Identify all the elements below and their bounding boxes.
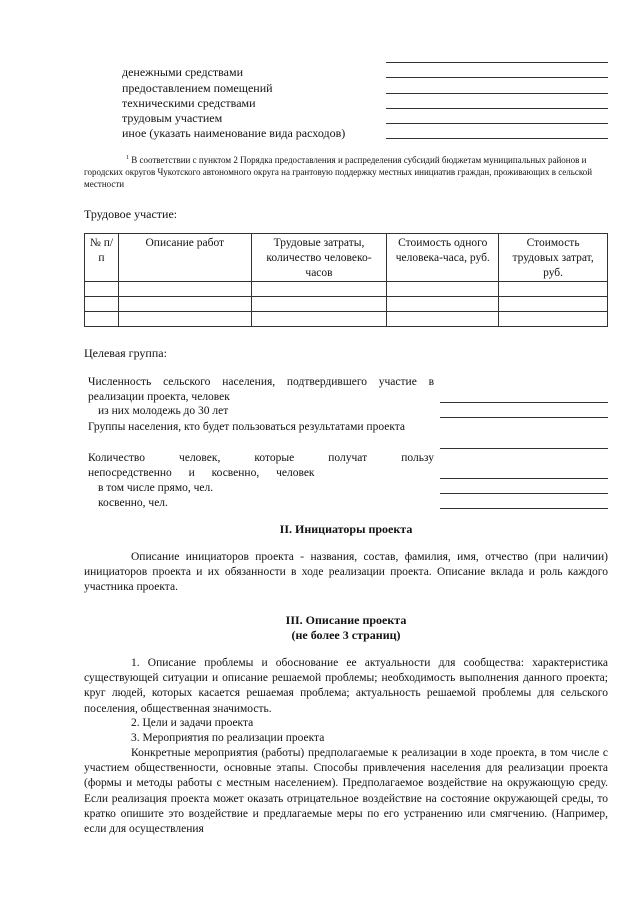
section-item: 1. Описание проблемы и обоснование ее актуальности для сообщества: характеристика существующей ситуации и описание решаемой проблемы; необходимость выполнения данного проекта; круг людей, которых касается решаемая проблема; актуальность решаемой проблемы для сельского поселения, общественная значимость. (84, 657, 608, 715)
expense-item: предоставлением помещений (122, 81, 273, 95)
section-body: Описание инициаторов проекта - названия, состав, фамилия, имя, отчество (при наличии) инициаторов проекта и их обязанности в ходе реализации проекта. Описание вклада и роль каждого участника проекта. (84, 551, 608, 594)
section-subtitle: (не более 3 страниц) (291, 628, 401, 642)
footnote-text: В соответствии с пунктом 2 Порядка предоставления и распределения субсидий бюджетам муниципальных районов и городских округов Чукотского автономного округа на грантовую поддержку местных инициатив граждан, проживающих в сельской местности (84, 155, 593, 189)
table-cell[interactable] (85, 282, 119, 297)
footnote-marker: 1 (126, 155, 129, 161)
section-item: 2. Цели и задачи проекта (131, 717, 254, 729)
labor-table (84, 233, 608, 327)
fill-line (386, 62, 608, 63)
column-header: Стоимость трудовых затрат, руб. (499, 234, 608, 282)
table-cell[interactable] (85, 312, 119, 327)
fill-line (440, 417, 608, 418)
fill-line (386, 108, 608, 109)
table-row (85, 282, 608, 297)
expense-item: денежными средствами (122, 65, 243, 79)
target-group-row: косвенно, чел. (98, 497, 168, 509)
table-cell[interactable] (387, 312, 499, 327)
fill-line (440, 508, 608, 509)
labor-heading: Трудовое участие: (84, 207, 178, 221)
table-cell[interactable] (499, 282, 608, 297)
footnote (84, 152, 608, 190)
column-header: Стоимость одного человека-часа, руб. (387, 234, 499, 282)
target-group-row: Количество человек, которые получат пользу непосредственно и косвенно, человек (88, 452, 434, 479)
table-cell[interactable] (251, 282, 387, 297)
table-cell[interactable] (85, 297, 119, 312)
table-cell[interactable] (387, 282, 499, 297)
table-cell[interactable] (118, 297, 251, 312)
fill-line (386, 93, 608, 94)
fill-line (440, 402, 608, 403)
fill-line (440, 493, 608, 494)
target-group-heading: Целевая группа: (84, 346, 167, 360)
table-cell[interactable] (499, 312, 608, 327)
fill-line (386, 77, 608, 78)
section-item: 3. Мероприятия по реализации проекта (131, 732, 325, 744)
column-header: Трудовые затраты, количество человеко-часов (251, 234, 387, 282)
target-group-row: в том числе прямо, чел. (98, 482, 214, 494)
fill-line (440, 478, 608, 479)
table-header-row (85, 234, 608, 282)
section-body: Конкретные мероприятия (работы) предполагаемые к реализации в ходе проекта, в том числе с участием общественности, основные этапы. Способы привлечения населения для реализации проекта (формы и методы работы с местным населением). Предполагаемое воздействие на окружающую среду. Если реализация проекта может оказать отрицательное воздействие на состояние окружающей среды, то кратко опишите это воздействие и предлагаемые меры по его устранению или смягчению. (Например, если для осуществления (84, 747, 608, 836)
expense-item: трудовым участием (122, 111, 223, 125)
expense-item: техническими средствами (122, 96, 256, 110)
table-cell[interactable] (251, 312, 387, 327)
column-header: № п/п (85, 234, 119, 282)
table-cell[interactable] (499, 297, 608, 312)
fill-line (440, 448, 608, 449)
table-cell[interactable] (251, 297, 387, 312)
expense-item: иное (указать наименование вида расходов) (122, 126, 346, 140)
table-cell[interactable] (387, 297, 499, 312)
table-row (85, 312, 608, 327)
fill-line (386, 123, 608, 124)
section-title: II. Инициаторы проекта (279, 522, 413, 536)
target-group-row: Группы населения, кто будет пользоваться результатами проекта (88, 421, 406, 433)
fill-line (386, 138, 608, 139)
section-title: III. Описание проекта (285, 613, 407, 627)
target-group-row: Численность сельского населения, подтвердившего участие в реализации проекта, человек (88, 376, 434, 403)
table-row (85, 297, 608, 312)
table-cell[interactable] (118, 312, 251, 327)
target-group-row: из них молодежь до 30 лет (98, 405, 229, 417)
column-header: Описание работ (118, 234, 251, 282)
table-cell[interactable] (118, 282, 251, 297)
